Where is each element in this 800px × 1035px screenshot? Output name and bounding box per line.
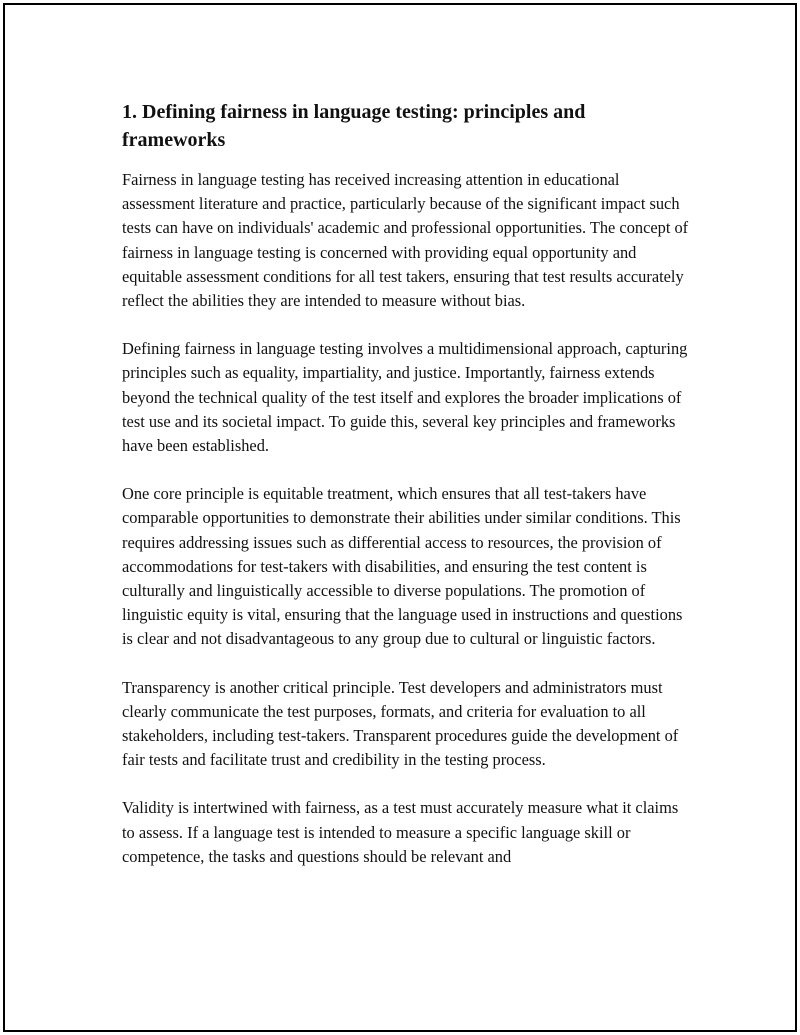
page-frame bbox=[3, 3, 797, 1032]
document-body bbox=[122, 98, 692, 893]
paragraph-4: Transparency is another critical principle. Test developers and administrators must clearly communicate the test purposes, formats, and criteria for evaluation to all stakeholders, including test-takers. Transparent procedures guide the development of fair tests and facilitate trust and credibility in the testing process. bbox=[122, 677, 679, 770]
paragraph-5: Validity is intertwined with fairness, as a test must accurately measure what it claims to assess. If a language test is intended to measure a specific language skill or competence, the tasks and questions should be relevant and bbox=[122, 798, 679, 866]
paragraph-1: Fairness in language testing has received increasing attention in educational assessment literature and practice, particularly because of the significant impact such tests can have on individuals' academic and professional opportunities. The concept of fairness in language testing is concerned with providing equal opportunity and equitable assessment conditions for all test takers, ensuring that test results accurately reflect the abilities they are intended to measure without bias. bbox=[122, 170, 689, 311]
paragraph-3: One core principle is equitable treatment, which ensures that all test-takers have comparable opportunities to demonstrate their abilities under similar conditions. This requires addressing issues such as differential access to resources, the provision of accommodations for test-takers with disabilities, and ensuring the test content is culturally and linguistically accessible to diverse populations. The promotion of linguistic equity is vital, ensuring that the language used in instructions and questions is clear and not disadvantageous to any group due to cultural or linguistic factors. bbox=[122, 484, 683, 649]
paragraph-2: Defining fairness in language testing involves a multidimensional approach, capturing principles such as equality, impartiality, and justice. Importantly, fairness extends beyond the technical quality of the test itself and explores the broader implications of test use and its societal impact. To guide this, several key principles and frameworks have been established. bbox=[122, 339, 688, 456]
section-heading: 1. Defining fairness in language testing: principles and frameworks bbox=[122, 101, 586, 151]
